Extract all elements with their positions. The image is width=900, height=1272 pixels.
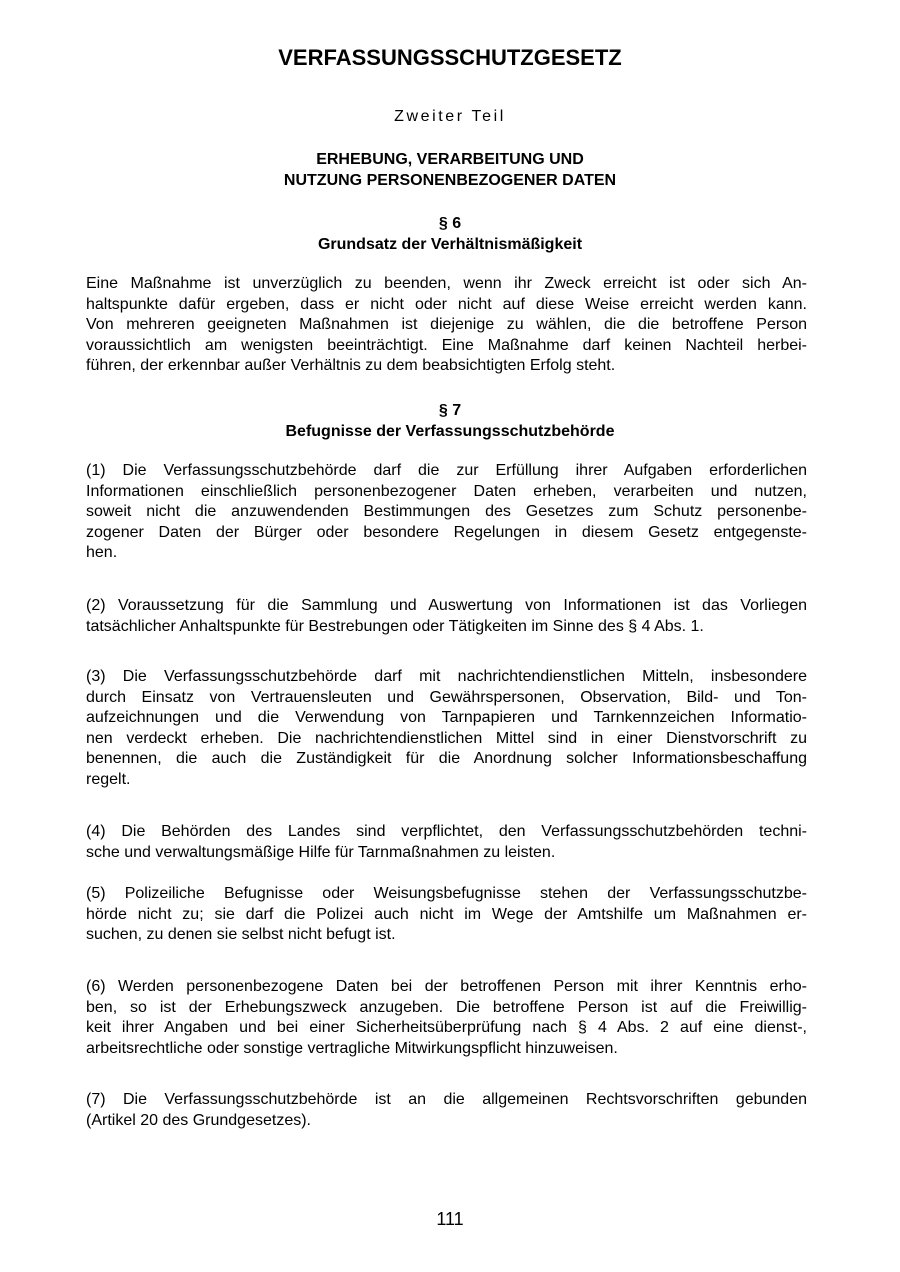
document-title: VERFASSUNGSSCHUTZGESETZ <box>278 45 622 70</box>
text-line: hen. <box>86 544 118 562</box>
text-line: (3) Die Verfassungsschutzbehörde darf mit nachrichtendienstlichen Mitteln, insbesondere <box>86 668 807 685</box>
part-label: Zweiter Teil <box>394 108 506 125</box>
text-line: benennen, die auch die Zuständigkeit für die Anordnung solcher Informationsbeschaffung <box>86 750 807 768</box>
text-line: regelt. <box>86 770 131 788</box>
text-line: (6) Werden personenbezogene Daten bei der betroffenen Person mit ihrer Kenntnis erho- <box>86 978 807 995</box>
section-7-paragraph-7 <box>86 1090 807 1131</box>
text-line: aufzeichnungen und die Verwendung von Tarnpapieren und Tarnkennzeichen Informatio- <box>86 709 807 727</box>
section-7-header <box>0 400 900 442</box>
text-line: durch Einsatz von Vertrauensleuten und Gewährspersonen, Observation, Bild- und Ton- <box>86 688 807 706</box>
section-7-paragraph-1 <box>86 461 807 564</box>
text-line: keit ihrer Angaben und bei einer Sicherheitsüberprüfung nach § 4 Abs. 2 auf eine dienst-, <box>86 1019 807 1037</box>
section-7-paragraph-4 <box>86 822 807 863</box>
text-line: (1) Die Verfassungsschutzbehörde darf die zur Erfüllung ihrer Aufgaben erforderlichen <box>86 462 807 479</box>
section-7-paragraph-3 <box>86 667 807 791</box>
text-line: sche und verwaltungsmäßige Hilfe für Tarnmaßnahmen zu leisten. <box>86 843 556 861</box>
text-line: führen, der erkennbar außer Verhältnis zu dem beabsichtigten Erfolg steht. <box>86 357 616 375</box>
text-line: (5) Polizeiliche Befugnisse oder Weisungsbefugnisse stehen der Verfassungsschutzbe- <box>86 885 807 902</box>
section-number: § 7 <box>438 402 462 419</box>
page-number: 111 <box>436 1209 464 1229</box>
section-7-paragraph-6 <box>86 977 807 1059</box>
text-line: nen verdeckt erheben. Die nachrichtendienstlichen Mittel sind in einer Dienstvorschrift zu <box>86 729 807 747</box>
section-7-paragraph-2 <box>86 596 807 637</box>
text-line: haltspunkte dafür ergeben, dass er nicht oder nicht auf diese Weise erreicht werden kann. <box>86 295 807 313</box>
text-line: (2) Voraussetzung für die Sammlung und Auswertung von Informationen ist das Vorliegen <box>86 597 807 614</box>
text-line: voraussichtlich am wenigsten beeinträchtigt. Eine Maßnahme darf keinen Nachteil herbei- <box>86 336 807 354</box>
text-line: tatsächlicher Anhaltspunkte für Bestrebungen oder Tätigkeiten im Sinne des § 4 Abs. 1. <box>86 617 704 635</box>
text-line: zogener Daten der Bürger oder besondere Regelungen in diesem Gesetz entgegenste- <box>86 523 807 541</box>
section-heading: Grundsatz der Verhältnismäßigkeit <box>317 236 583 253</box>
section-6-header <box>0 213 900 255</box>
text-line: suchen, zu denen sie selbst nicht befugt ist. <box>86 926 396 944</box>
text-line: Von mehreren geeigneten Maßnahmen ist diejenige zu wählen, die die betroffene Person <box>86 316 807 334</box>
text-line: arbeitsrechtliche oder sonstige vertragliche Mitwirkungspflicht hinzuweisen. <box>86 1039 618 1057</box>
text-line: Eine Maßnahme ist unverzüglich zu beenden, wenn ihr Zweck erreicht ist oder sich An- <box>86 275 807 292</box>
text-line: ben, so ist der Erhebungszweck anzugeben. Die betroffene Person ist auf die Freiwillig- <box>86 998 807 1016</box>
text-line: (4) Die Behörden des Landes sind verpflichtet, den Verfassungsschutzbehörden techni- <box>86 823 807 840</box>
text-line: hörde nicht zu; sie darf die Polizei auch nicht im Wege der Amtshilfe um Maßnahmen er- <box>86 905 807 923</box>
text-line: soweit nicht die anzuwendenden Bestimmungen des Gesetzes zum Schutz personenbe- <box>86 503 807 521</box>
text-line: Informationen einschließlich personenbezogener Daten erheben, verarbeiten und nutzen, <box>86 482 807 500</box>
part-heading <box>0 149 900 191</box>
section-7-paragraph-5 <box>86 884 807 946</box>
part-heading-line: NUTZUNG PERSONENBEZOGENER DATEN <box>283 172 617 189</box>
section-6-paragraph <box>86 274 807 377</box>
text-line: (Artikel 20 des Grundgesetzes). <box>86 1111 311 1129</box>
part-heading-line: ERHEBUNG, VERARBEITUNG UND <box>316 151 584 168</box>
section-number: § 6 <box>438 215 462 232</box>
text-line: (7) Die Verfassungsschutzbehörde ist an die allgemeinen Rechtsvorschriften gebunden <box>86 1091 807 1108</box>
section-heading: Befugnisse der Verfassungsschutzbehörde <box>285 423 615 440</box>
